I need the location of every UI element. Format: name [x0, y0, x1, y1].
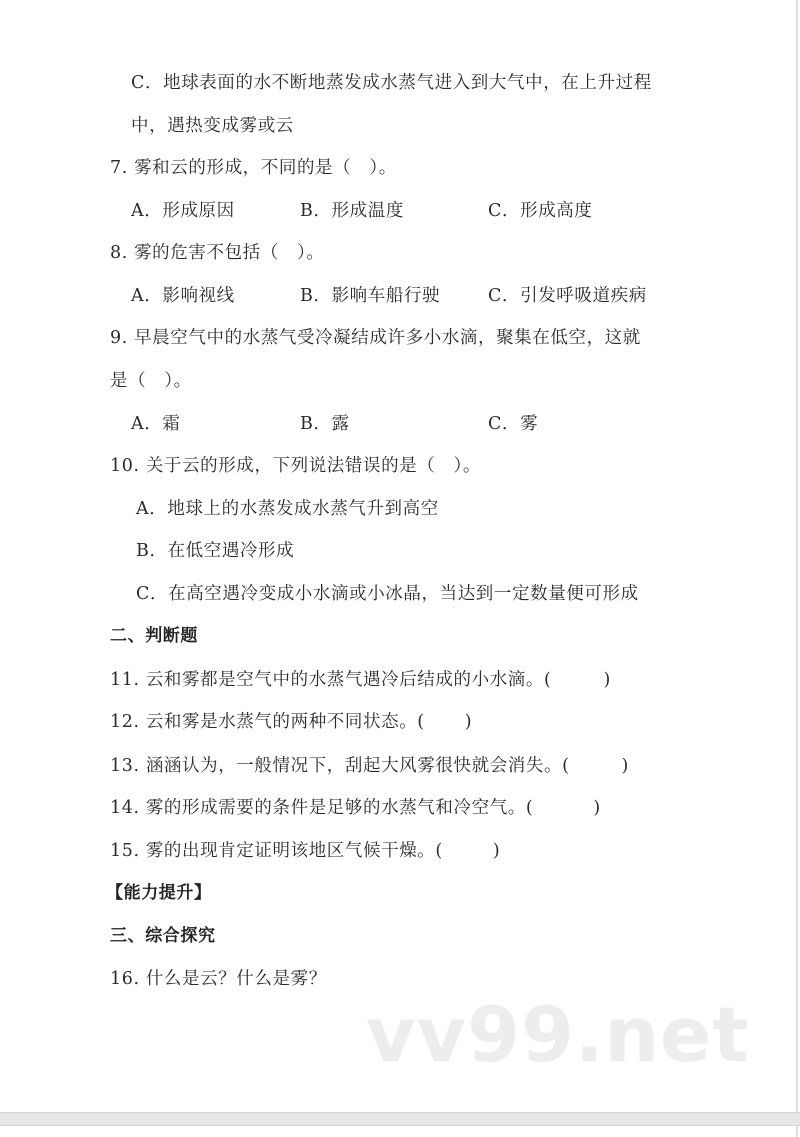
question-text: 涵涵认为，一般情况下，刮起大风雾很快就会消失。(: [145, 756, 570, 776]
question-number: 16.: [110, 969, 140, 989]
question-number: 11.: [110, 670, 140, 690]
question-number: 7.: [110, 158, 128, 178]
option-text: 形成高度: [520, 201, 593, 221]
question-number: 10.: [110, 456, 140, 476]
q8-option-b: [300, 284, 440, 308]
question-9-line1: [110, 326, 641, 350]
q10-option-c: [136, 582, 639, 606]
option-text: 引发呼吸道疾病: [520, 286, 647, 306]
option-label: C．: [136, 584, 169, 604]
option-label: B．: [300, 414, 332, 434]
question-number: 9.: [110, 328, 128, 348]
option-label: A．: [131, 286, 163, 306]
question-stem: 关于云的形成，下列说法错误的是（ ）。: [145, 456, 481, 476]
question-stem: 雾的危害不包括（ ）。: [134, 243, 325, 263]
option-label: B．: [300, 201, 332, 221]
section-title-true-false: 二、判断题: [110, 626, 198, 646]
close-paren: ): [603, 670, 611, 690]
q6-option-c-line1: C．地球表面的水不断地蒸发成水蒸气进入到大气中，在上升过程: [131, 73, 652, 93]
q6-option-c-line2: 中，遇热变成雾或云: [131, 116, 294, 136]
horizontal-scrollbar[interactable]: [0, 1112, 800, 1126]
option-label: C．: [488, 201, 521, 221]
option-text: 地球上的水蒸发成水蒸气升到高空: [167, 499, 439, 519]
question-stem: 雾和云的形成，不同的是（ ）。: [134, 158, 397, 178]
page-right-edge: [796, 0, 798, 1137]
q9-option-c: [488, 412, 538, 436]
question-16: [110, 967, 327, 991]
q7-option-c: [488, 199, 593, 223]
question-stem: 早晨空气中的水蒸气受冷凝结成许多小水滴，聚集在低空，这就: [134, 328, 641, 348]
option-text: 雾: [520, 414, 539, 434]
question-text: 雾的出现肯定证明该地区气候干燥。(: [145, 841, 443, 861]
option-label: B．: [300, 286, 332, 306]
q8-option-c: [488, 284, 647, 308]
close-paren: ): [621, 756, 629, 776]
option-label: A．: [136, 499, 168, 519]
option-text: 霜: [162, 414, 181, 434]
question-text: 雾的形成需要的条件是足够的水蒸气和冷空气。(: [145, 798, 534, 818]
option-label: B．: [136, 541, 168, 561]
question-text: 云和雾是水蒸气的两种不同状态。(: [145, 712, 425, 732]
q9-option-a: [131, 412, 180, 436]
ability-title: 【能力提升】: [106, 883, 212, 903]
question-text: 云和雾都是空气中的水蒸气遇冷后结成的小水滴。(: [145, 670, 552, 690]
section-title-comprehensive: 三、综合探究: [110, 926, 216, 946]
question-number: 13.: [110, 756, 140, 776]
q10-option-b: [136, 539, 294, 563]
question-number: 15.: [110, 841, 140, 861]
question-number: 8.: [110, 243, 128, 263]
q8-option-a: [131, 284, 235, 308]
option-text: 影响视线: [162, 286, 235, 306]
question-8: [110, 241, 324, 265]
q10-option-a: [136, 497, 439, 521]
option-text: 在低空遇冷形成: [167, 541, 295, 561]
option-text: 影响车船行驶: [331, 286, 441, 306]
close-paren: ): [593, 798, 601, 818]
question-13: [110, 754, 629, 778]
question-number: 14.: [110, 798, 140, 818]
option-text: 形成温度: [331, 201, 404, 221]
option-label: A．: [131, 201, 163, 221]
q7-option-a: [131, 199, 235, 223]
question-11: [110, 668, 611, 692]
close-paren: ): [492, 841, 501, 861]
question-12: [110, 710, 472, 734]
question-15: [110, 839, 500, 863]
question-9-line2: 是（ ）。: [110, 371, 192, 391]
option-label: C．: [488, 286, 521, 306]
question-7: [110, 156, 397, 180]
question-number: 12.: [110, 712, 140, 732]
question-10: [110, 454, 481, 478]
option-text: 露: [331, 414, 350, 434]
option-text: 形成原因: [162, 201, 235, 221]
option-text: 在高空遇冷变成小水滴或小冰晶，当达到一定数量便可形成: [168, 584, 639, 604]
close-paren: ): [464, 712, 473, 732]
watermark: vv99.net: [366, 990, 750, 1079]
option-label: C．: [488, 414, 521, 434]
q9-option-b: [300, 412, 350, 436]
question-text: 什么是云？什么是雾？: [145, 969, 327, 989]
question-14: [110, 796, 601, 820]
option-label: A．: [131, 414, 163, 434]
q7-option-b: [300, 199, 404, 223]
